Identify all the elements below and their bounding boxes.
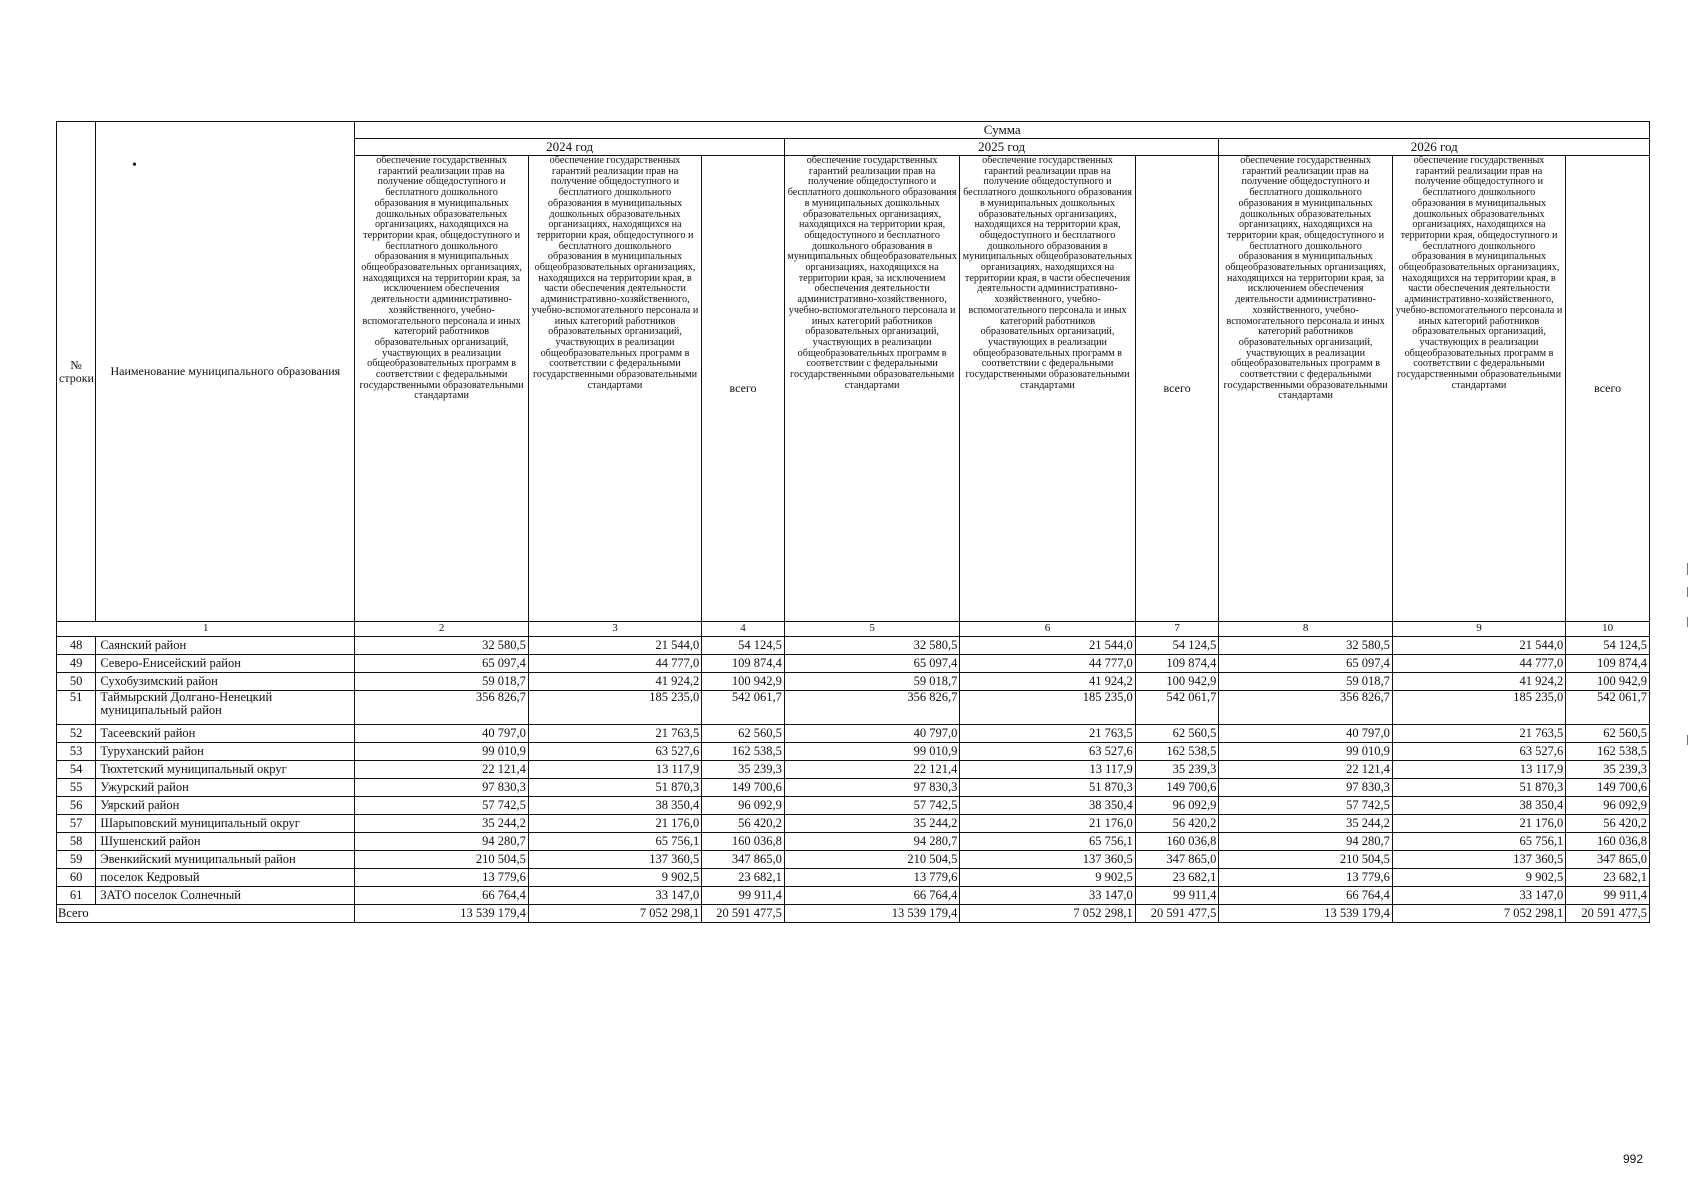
municipality-name: Северо-Енисейский район — [96, 655, 355, 673]
header-year-2024: 2024 год — [355, 139, 784, 156]
amount-c5: 22 121,4 — [784, 761, 959, 779]
amount-c6: 41 924,2 — [960, 673, 1135, 691]
amount-c9: 65 756,1 — [1392, 833, 1565, 851]
header-desc-2026-b: обеспечение государственных гарантий реализации прав на получение общедоступного и бесплатного дошкольного образования в муниципальных дошкольных образовательных организациях, находящихся на территории края, общедоступного и бесплатного дошкольного образования в муниципальных общеобразовательных организациях, находящихся на территории края, в части обеспечения деятельности административно-хозяйственного, учебно-вспомогательного персонала и иных категорий работников образовательных организаций, участвующих в реализации общеобразовательных программ в соответствии с федеральными государственными образовательными стандартами — [1392, 156, 1565, 622]
amount-c2: 94 280,7 — [355, 833, 528, 851]
municipality-name: Тюхтетский муниципальный округ — [96, 761, 355, 779]
table-row — [57, 779, 1650, 797]
budget-table — [56, 121, 1650, 923]
row-number: 59 — [57, 851, 96, 869]
amount-c7: 542 061,7 — [1135, 691, 1219, 725]
amount-c3: 41 924,2 — [528, 673, 701, 691]
row-number: 54 — [57, 761, 96, 779]
amount-c6: 9 902,5 — [960, 869, 1135, 887]
amount-c5: 35 244,2 — [784, 815, 959, 833]
amount-c2: 356 826,7 — [355, 691, 528, 725]
header-desc-2025-b: обеспечение государственных гарантий реализации прав на получение общедоступного и бесплатного дошкольного образования в муниципальных дошкольных образовательных организациях, находящихся на территории края, общедоступного и бесплатного дошкольного образования в муниципальных общеобразовательных организациях, находящихся на территории края, в части обеспечения деятельности административно-хозяйственного, учебно-вспомогательного персонала и иных категорий работников образовательных организаций, участвующих в реализации общеобразовательных программ в соответствии с федеральными государственными образовательными стандартами — [960, 156, 1135, 622]
amount-c4: 35 239,3 — [702, 761, 785, 779]
municipality-name: Туруханский район — [96, 743, 355, 761]
amount-c6: 21 763,5 — [960, 725, 1135, 743]
amount-c9: 33 147,0 — [1392, 887, 1565, 905]
amount-c3: 21 763,5 — [528, 725, 701, 743]
table-row — [57, 797, 1650, 815]
amount-c8: 210 504,5 — [1219, 851, 1392, 869]
header-desc-2026-a: обеспечение государственных гарантий реализации прав на получение общедоступного и бесплатного дошкольного образования в муниципальных дошкольных образовательных организациях, находящихся на территории края, общедоступного и бесплатного дошкольного образования в муниципальных общеобразовательных организациях, находящихся на территории края, за исключением обеспечения деятельности административно-хозяйственного, учебно-вспомогательного персонала и иных категорий работников образовательных организаций, участвующих в реализации общеобразовательных программ в соответствии с федеральными государственными образовательными стандартами — [1219, 156, 1392, 622]
total-c5: 13 539 179,4 — [784, 905, 959, 923]
amount-c7: 23 682,1 — [1135, 869, 1219, 887]
amount-c4: 96 092,9 — [702, 797, 785, 815]
row-number: 61 — [57, 887, 96, 905]
amount-c10: 54 124,5 — [1566, 637, 1650, 655]
header-year-2026: 2026 год — [1219, 139, 1650, 156]
amount-c2: 210 504,5 — [355, 851, 528, 869]
amount-c7: 100 942,9 — [1135, 673, 1219, 691]
header-desc-2024-a: обеспечение государственных гарантий реализации прав на получение общедоступного и бесплатного дошкольного образования в муниципальных дошкольных образовательных организациях, находящихся на территории края, общедоступного и бесплатного дошкольного образования в муниципальных общеобразовательных организациях, находящихся на территории края, за исключением обеспечения деятельности административно-хозяйственного, учебно-вспомогательного персонала и иных категорий работников образовательных организаций, участвующих в реализации общеобразовательных программ в соответствии с федеральными государственными образовательными стандартами — [355, 156, 528, 622]
amount-c3: 44 777,0 — [528, 655, 701, 673]
municipality-name: Уярский район — [96, 797, 355, 815]
amount-c10: 62 560,5 — [1566, 725, 1650, 743]
amount-c7: 160 036,8 — [1135, 833, 1219, 851]
amount-c2: 13 779,6 — [355, 869, 528, 887]
amount-c5: 356 826,7 — [784, 691, 959, 725]
amount-c10: 109 874,4 — [1566, 655, 1650, 673]
amount-c9: 9 902,5 — [1392, 869, 1565, 887]
amount-c6: 185 235,0 — [960, 691, 1135, 725]
header-mun-name: Наименование муниципального образования — [96, 122, 355, 622]
total-c3: 7 052 298,1 — [528, 905, 701, 923]
amount-c10: 347 865,0 — [1566, 851, 1650, 869]
amount-c6: 21 544,0 — [960, 637, 1135, 655]
amount-c5: 65 097,4 — [784, 655, 959, 673]
amount-c8: 59 018,7 — [1219, 673, 1392, 691]
amount-c10: 35 239,3 — [1566, 761, 1650, 779]
amount-c9: 21 544,0 — [1392, 637, 1565, 655]
header-total-2024: всего — [702, 156, 785, 622]
amount-c3: 13 117,9 — [528, 761, 701, 779]
amount-c10: 23 682,1 — [1566, 869, 1650, 887]
amount-c10: 160 036,8 — [1566, 833, 1650, 851]
header-summa: Сумма — [355, 122, 1650, 139]
amount-c4: 347 865,0 — [702, 851, 785, 869]
amount-c9: 137 360,5 — [1392, 851, 1565, 869]
amount-c8: 13 779,6 — [1219, 869, 1392, 887]
row-number: 49 — [57, 655, 96, 673]
col-number: 5 — [784, 622, 959, 637]
amount-c8: 57 742,5 — [1219, 797, 1392, 815]
col-number: 8 — [1219, 622, 1392, 637]
amount-c5: 97 830,3 — [784, 779, 959, 797]
table-row — [57, 743, 1650, 761]
amount-c3: 65 756,1 — [528, 833, 701, 851]
municipality-name: поселок Кедровый — [96, 869, 355, 887]
row-number: 55 — [57, 779, 96, 797]
amount-c5: 210 504,5 — [784, 851, 959, 869]
municipality-name: Шушенский район — [96, 833, 355, 851]
amount-c4: 162 538,5 — [702, 743, 785, 761]
amount-c10: 542 061,7 — [1566, 691, 1650, 725]
col-number: 10 — [1566, 622, 1650, 637]
amount-c3: 9 902,5 — [528, 869, 701, 887]
amount-c5: 66 764,4 — [784, 887, 959, 905]
amount-c3: 63 527,6 — [528, 743, 701, 761]
amount-c4: 54 124,5 — [702, 637, 785, 655]
header-total-2026: всего — [1566, 156, 1650, 622]
edge-mark — [1687, 735, 1688, 745]
amount-c3: 33 147,0 — [528, 887, 701, 905]
total-c9: 7 052 298,1 — [1392, 905, 1565, 923]
row-number: 57 — [57, 815, 96, 833]
amount-c10: 56 420,2 — [1566, 815, 1650, 833]
amount-c8: 97 830,3 — [1219, 779, 1392, 797]
amount-c6: 63 527,6 — [960, 743, 1135, 761]
total-c10: 20 591 477,5 — [1566, 905, 1650, 923]
row-number: 51 — [57, 691, 96, 725]
amount-c7: 96 092,9 — [1135, 797, 1219, 815]
amount-c2: 97 830,3 — [355, 779, 528, 797]
amount-c10: 99 911,4 — [1566, 887, 1650, 905]
row-number: 58 — [57, 833, 96, 851]
col-number: 2 — [355, 622, 528, 637]
amount-c3: 137 360,5 — [528, 851, 701, 869]
amount-c6: 51 870,3 — [960, 779, 1135, 797]
municipality-name: Ужурский район — [96, 779, 355, 797]
amount-c4: 542 061,7 — [702, 691, 785, 725]
amount-c8: 22 121,4 — [1219, 761, 1392, 779]
amount-c6: 137 360,5 — [960, 851, 1135, 869]
row-number: 52 — [57, 725, 96, 743]
table-row — [57, 673, 1650, 691]
amount-c9: 38 350,4 — [1392, 797, 1565, 815]
row-number: 48 — [57, 637, 96, 655]
amount-c7: 54 124,5 — [1135, 637, 1219, 655]
amount-c4: 100 942,9 — [702, 673, 785, 691]
table-row — [57, 869, 1650, 887]
col-number: 4 — [702, 622, 785, 637]
amount-c2: 40 797,0 — [355, 725, 528, 743]
amount-c2: 35 244,2 — [355, 815, 528, 833]
table-row — [57, 833, 1650, 851]
amount-c4: 62 560,5 — [702, 725, 785, 743]
table-row — [57, 851, 1650, 869]
amount-c7: 62 560,5 — [1135, 725, 1219, 743]
col-number: 7 — [1135, 622, 1219, 637]
col-number: 1 — [57, 622, 355, 637]
municipality-name: Тасеевский район — [96, 725, 355, 743]
amount-c9: 44 777,0 — [1392, 655, 1565, 673]
col-number: 6 — [960, 622, 1135, 637]
table-row — [57, 691, 1650, 725]
amount-c5: 99 010,9 — [784, 743, 959, 761]
amount-c8: 35 244,2 — [1219, 815, 1392, 833]
amount-c5: 57 742,5 — [784, 797, 959, 815]
amount-c9: 21 176,0 — [1392, 815, 1565, 833]
edge-mark — [1687, 563, 1688, 575]
amount-c7: 347 865,0 — [1135, 851, 1219, 869]
municipality-name: ЗАТО поселок Солнечный — [96, 887, 355, 905]
amount-c7: 109 874,4 — [1135, 655, 1219, 673]
amount-c6: 33 147,0 — [960, 887, 1135, 905]
amount-c4: 109 874,4 — [702, 655, 785, 673]
amount-c2: 99 010,9 — [355, 743, 528, 761]
table-row — [57, 761, 1650, 779]
amount-c10: 96 092,9 — [1566, 797, 1650, 815]
table-row — [57, 655, 1650, 673]
amount-c7: 149 700,6 — [1135, 779, 1219, 797]
page-number: 992 — [1623, 1152, 1644, 1166]
total-c7: 20 591 477,5 — [1135, 905, 1219, 923]
amount-c9: 51 870,3 — [1392, 779, 1565, 797]
header-row-no: № строки — [57, 122, 96, 622]
table-row — [57, 887, 1650, 905]
table-row — [57, 725, 1650, 743]
row-number: 56 — [57, 797, 96, 815]
amount-c2: 65 097,4 — [355, 655, 528, 673]
table-row — [57, 637, 1650, 655]
header-desc-2025-a: обеспечение государственных гарантий реализации прав на получение общедоступного и бесплатного дошкольного образования в муниципальных дошкольных образовательных организациях, находящихся на территории края, общедоступного и бесплатного дошкольного образования в муниципальных общеобразовательных организациях, находящихся на территории края, за исключением обеспечения деятельности административно-хозяйственного, учебно-вспомогательного персонала и иных категорий работников образовательных организаций, участвующих в реализации общеобразовательных программ в соответствии с федеральными государственными образовательными стандартами — [784, 156, 959, 622]
amount-c8: 94 280,7 — [1219, 833, 1392, 851]
amount-c8: 40 797,0 — [1219, 725, 1392, 743]
municipality-name: Шарыповский муниципальный округ — [96, 815, 355, 833]
edge-mark — [1687, 617, 1688, 627]
amount-c8: 32 580,5 — [1219, 637, 1392, 655]
municipality-name: Эвенкийский муниципальный район — [96, 851, 355, 869]
amount-c7: 56 420,2 — [1135, 815, 1219, 833]
amount-c7: 162 538,5 — [1135, 743, 1219, 761]
amount-c10: 162 538,5 — [1566, 743, 1650, 761]
amount-c4: 23 682,1 — [702, 869, 785, 887]
col-number: 3 — [528, 622, 701, 637]
amount-c9: 185 235,0 — [1392, 691, 1565, 725]
amount-c6: 21 176,0 — [960, 815, 1135, 833]
amount-c4: 160 036,8 — [702, 833, 785, 851]
amount-c9: 63 527,6 — [1392, 743, 1565, 761]
amount-c10: 149 700,6 — [1566, 779, 1650, 797]
amount-c9: 21 763,5 — [1392, 725, 1565, 743]
amount-c4: 149 700,6 — [702, 779, 785, 797]
table-row — [57, 815, 1650, 833]
amount-c4: 56 420,2 — [702, 815, 785, 833]
row-number: 60 — [57, 869, 96, 887]
amount-c5: 94 280,7 — [784, 833, 959, 851]
amount-c2: 57 742,5 — [355, 797, 528, 815]
edge-mark — [1687, 587, 1688, 597]
amount-c5: 40 797,0 — [784, 725, 959, 743]
total-label: Всего — [57, 905, 355, 923]
amount-c9: 41 924,2 — [1392, 673, 1565, 691]
amount-c3: 185 235,0 — [528, 691, 701, 725]
municipality-name: Сухобузимский район — [96, 673, 355, 691]
amount-c7: 99 911,4 — [1135, 887, 1219, 905]
amount-c7: 35 239,3 — [1135, 761, 1219, 779]
amount-c6: 44 777,0 — [960, 655, 1135, 673]
row-number: 53 — [57, 743, 96, 761]
total-c2: 13 539 179,4 — [355, 905, 528, 923]
total-c4: 20 591 477,5 — [702, 905, 785, 923]
total-c6: 7 052 298,1 — [960, 905, 1135, 923]
amount-c5: 13 779,6 — [784, 869, 959, 887]
amount-c5: 59 018,7 — [784, 673, 959, 691]
amount-c4: 99 911,4 — [702, 887, 785, 905]
row-number: 50 — [57, 673, 96, 691]
municipality-name: Таймырский Долгано-Ненецкий муниципальный район — [96, 691, 355, 725]
amount-c3: 38 350,4 — [528, 797, 701, 815]
amount-c3: 21 176,0 — [528, 815, 701, 833]
amount-c2: 59 018,7 — [355, 673, 528, 691]
amount-c9: 13 117,9 — [1392, 761, 1565, 779]
total-c8: 13 539 179,4 — [1219, 905, 1392, 923]
amount-c6: 38 350,4 — [960, 797, 1135, 815]
amount-c2: 66 764,4 — [355, 887, 528, 905]
amount-c6: 13 117,9 — [960, 761, 1135, 779]
municipality-name: Саянский район — [96, 637, 355, 655]
header-total-2025: всего — [1135, 156, 1219, 622]
amount-c8: 65 097,4 — [1219, 655, 1392, 673]
header-desc-2024-b: обеспечение государственных гарантий реализации прав на получение общедоступного и бесплатного дошкольного образования в муниципальных дошкольных образовательных организациях, находящихся на территории края, общедоступного и бесплатного дошкольного образования в муниципальных общеобразовательных организациях, находящихся на территории края, в части обеспечения деятельности административно-хозяйственного, учебно-вспомогательного персонала и иных категорий работников образовательных организаций, участвующих в реализации общеобразовательных программ в соответствии с федеральными государственными образовательными стандартами — [528, 156, 701, 622]
amount-c2: 32 580,5 — [355, 637, 528, 655]
total-row — [57, 905, 1650, 923]
amount-c8: 356 826,7 — [1219, 691, 1392, 725]
amount-c10: 100 942,9 — [1566, 673, 1650, 691]
amount-c3: 51 870,3 — [528, 779, 701, 797]
amount-c8: 66 764,4 — [1219, 887, 1392, 905]
stray-dot: • — [132, 158, 137, 173]
amount-c5: 32 580,5 — [784, 637, 959, 655]
col-number: 9 — [1392, 622, 1565, 637]
amount-c2: 22 121,4 — [355, 761, 528, 779]
amount-c8: 99 010,9 — [1219, 743, 1392, 761]
amount-c3: 21 544,0 — [528, 637, 701, 655]
amount-c6: 65 756,1 — [960, 833, 1135, 851]
header-year-2025: 2025 год — [784, 139, 1219, 156]
